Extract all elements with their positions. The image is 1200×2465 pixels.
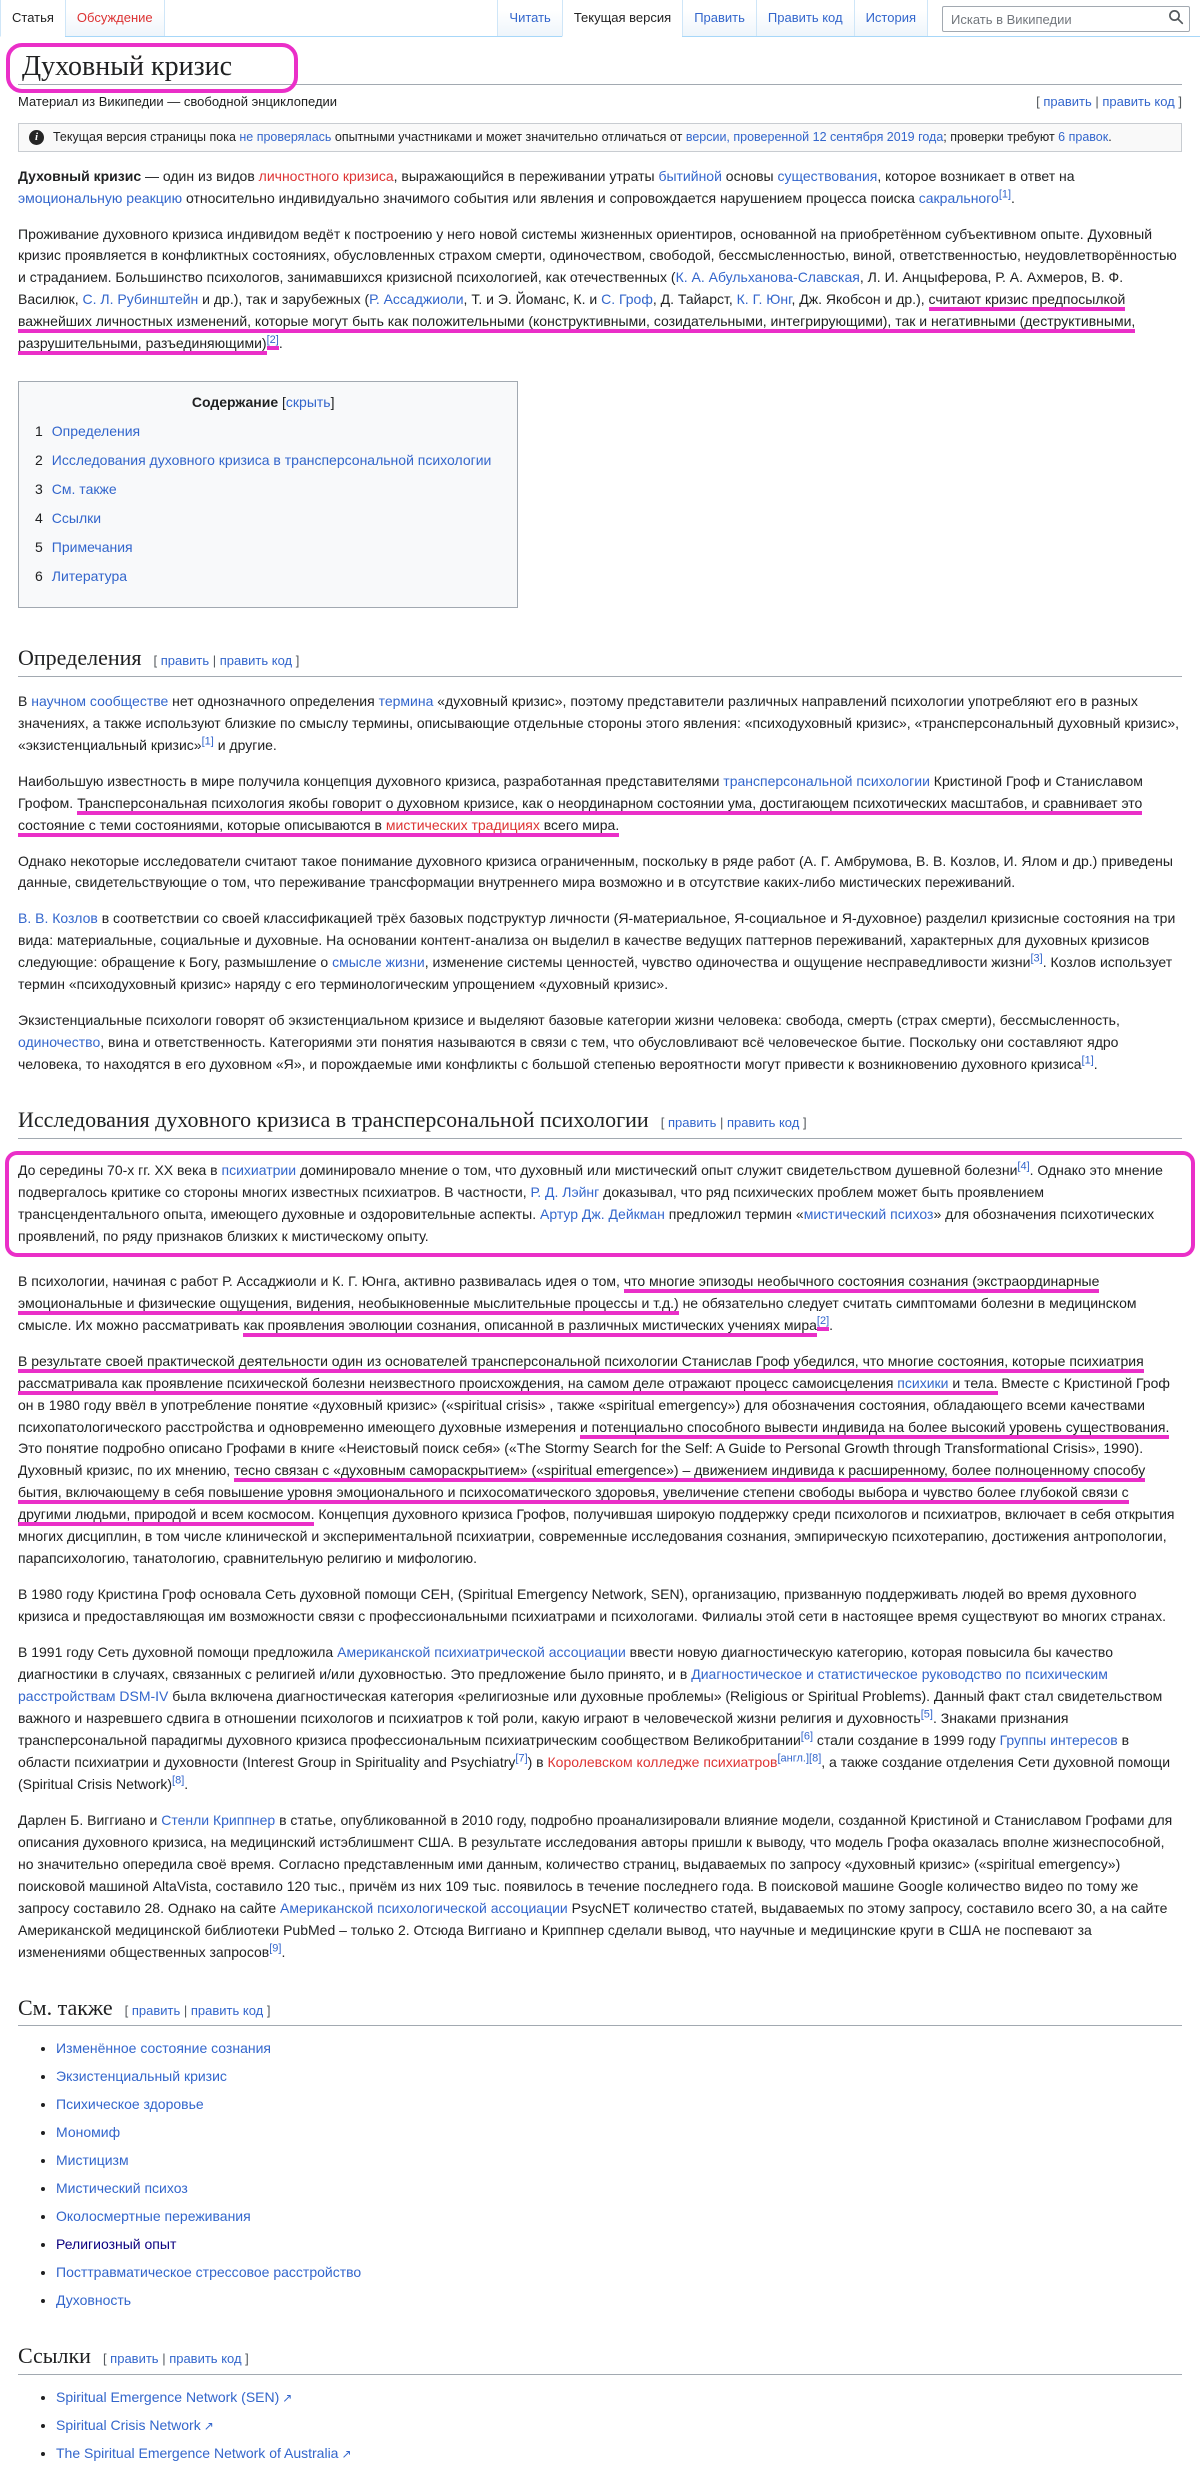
title-row xyxy=(18,37,1182,85)
top-edit-links xyxy=(1036,92,1182,112)
section-edit-links xyxy=(103,2351,249,2366)
text-span: ; проверки требуют xyxy=(943,129,1059,144)
pipe: | xyxy=(209,653,220,669)
wiki-link[interactable]: Р. Ассаджиоли xyxy=(369,291,464,308)
wiki-link[interactable]: научном сообществе xyxy=(31,692,169,709)
text-span: опытными участниками и может значительно отличаться от xyxy=(331,129,686,144)
research-paragraph-4 xyxy=(18,1584,1182,1628)
wiki-link[interactable]: не проверялась xyxy=(239,129,332,144)
wiki-link[interactable]: Духовность xyxy=(56,2292,132,2309)
text-span: Духовный кризис xyxy=(18,167,142,184)
pipe: | xyxy=(716,1115,727,1131)
text-span: . Знаками признания трансперсональной парадигмы духовного кризиса профессиональным психиатрическим сообществом Великобритании xyxy=(18,1710,1069,1749)
text-span: ) в xyxy=(527,1754,548,1771)
toc-hide-link[interactable]: скрыть xyxy=(285,394,331,411)
text-span: Экзистенциальные психологи говорят об экзистенциальном кризисе и выделяют базовые категории жизни человека: свобода, смерть (страх смерти), бессмысленность, xyxy=(18,1012,1120,1029)
reference-link[interactable]: [2] xyxy=(267,334,279,350)
toc-title xyxy=(35,392,491,414)
tagline-row xyxy=(18,92,1182,112)
text-span: Это понятие подробно описано Грофами в книге «Неистовый поиск себя» («The Stormy Search for the Self: A Guide to Personal Growth through Transformational Crisis», 1990). Духовный кризис, по их мнению, xyxy=(18,1440,1144,1479)
edit-link[interactable]: править xyxy=(131,2002,181,2018)
wiki-link[interactable]: Мистический психоз xyxy=(56,2180,188,2197)
edit-link[interactable]: править xyxy=(110,2351,159,2367)
annotation-box-title xyxy=(6,43,298,93)
tab-history[interactable]: История xyxy=(854,0,928,36)
edit-link[interactable]: править xyxy=(1043,94,1092,110)
toc-item[interactable] xyxy=(35,479,491,501)
tab-article[interactable]: Статья xyxy=(0,0,65,37)
list-item xyxy=(56,2415,1182,2437)
toc-heading: Содержание xyxy=(191,394,279,411)
list-item xyxy=(56,2290,1182,2312)
wiki-link[interactable]: Экзистенциальный кризис xyxy=(56,2068,227,2085)
wiki-link[interactable]: В. В. Козлов xyxy=(18,910,98,927)
text-span: , которое возникает в ответ на xyxy=(877,167,1075,184)
wiki-link[interactable]: Американской психологической ассоциации xyxy=(280,1899,568,1916)
text-span: , выражающийся в переживании утраты xyxy=(393,167,659,184)
flagged-revision-notice xyxy=(18,123,1182,152)
red-link[interactable]: мистических традициях xyxy=(386,817,540,837)
text-span: , Д. Тайарст, xyxy=(652,291,737,308)
wiki-link[interactable]: психики xyxy=(897,1375,948,1395)
text-span: как проявления эволюции сознания, описанной в различных мистических учениях мира xyxy=(243,1317,816,1337)
text-span: нет однозначного определения xyxy=(168,692,379,709)
text-span: . xyxy=(278,335,283,352)
wiki-link[interactable]: К. А. Абульханова-Славская xyxy=(675,269,860,286)
toc-item-number: 4 xyxy=(35,510,43,527)
list-item xyxy=(56,2178,1182,2200)
toc-list xyxy=(35,421,491,588)
text-span: В психологии, начиная с работ Р. Ассаджиоли и К. Г. Юнга, активно развивалась идея о том, xyxy=(18,1272,624,1289)
red-link[interactable]: личностного кризиса xyxy=(258,167,394,184)
section-research xyxy=(18,1106,1182,1139)
text-span: . xyxy=(1093,1056,1098,1073)
bracket: ] xyxy=(241,2351,249,2367)
wiki-link[interactable]: Изменённое состояние сознания xyxy=(56,2040,271,2057)
research-paragraph-2 xyxy=(18,1271,1182,1337)
info-icon: i xyxy=(29,130,44,145)
edit-source-link[interactable]: править код xyxy=(1102,94,1175,110)
text-span: , Л. И. Анцыферова, Р. А. Ахмеров, В. Ф. Василюк, xyxy=(18,269,1124,308)
section-heading-text: Определения xyxy=(18,645,142,671)
wiki-link[interactable]: эмоциональную реакцию xyxy=(18,189,183,206)
bracket: ] xyxy=(799,1115,807,1131)
reference-link[interactable]: [8] xyxy=(172,1774,185,1787)
edit-link[interactable]: править xyxy=(667,1115,717,1131)
bracket: [ xyxy=(660,1115,668,1131)
text-span: В 1991 году Сеть духовной помощи предложила xyxy=(18,1644,338,1661)
search-box xyxy=(942,6,1190,32)
reference-link[interactable]: [1] xyxy=(201,734,214,747)
text-span: в статье, опубликованной в 2010 году, подробно проанализировали влияние модели, созданной Кристиной и Станиславом Грофами для описания духовного кризиса, на медицинский истэблишмент США. В результате исследования авторы пришли к выводу, что модель Грофа оказалась вполне жизнеспособной, но значительно опередила своё время. Согласно представленным ими данным, количество страниц, выдаваемых по запросу «духовный кризис» («spiritual emergency») поисковой машиной AltaVista, составило 120 тыс., причём из них 109 тыс. появилось в течение последнего года. В поисковой машине Google количество видео по тому же запросу составило 28. Однако на сайте xyxy=(18,1812,1173,1916)
text-span: . xyxy=(1011,189,1015,206)
reference-link[interactable]: [3] xyxy=(1030,952,1043,965)
wiki-link[interactable]: версии, проверенной 12 сентября 2019 года xyxy=(685,129,944,144)
wiki-link[interactable]: бытийной xyxy=(658,167,722,184)
wiki-link[interactable]: трансперсональной психологии xyxy=(723,772,930,789)
text-span: и потенциально способного вывести индивида на более высокий уровень существования. xyxy=(580,1419,1169,1439)
toc-item-number: 6 xyxy=(35,568,43,585)
section-edit-links xyxy=(125,2003,271,2018)
text-span: доказывал, что ряд психических проблем может быть проявлением трансцендентального опыта, имеющего духовные и оздоровительные аспекты. xyxy=(18,1183,1044,1222)
reference-link[interactable]: [9] xyxy=(269,1942,282,1955)
bracket: [ xyxy=(102,2351,111,2367)
wiki-link[interactable]: Диагностическое и статистическое руководство по психическим расстройствам DSM-IV xyxy=(18,1666,1108,1705)
wiki-link[interactable]: сакрального xyxy=(918,189,999,206)
text-span: была включена диагностическая категория «религиозные или духовные проблемы» (Religious or Spiritual Problems). Данный факт стал свидетельством важного и назревшего сдвига в отношении психологов и психиатров к той роли, какую играют в человеческой жизни религия и духовность xyxy=(18,1688,1163,1727)
text-span: , Дж. Якобсон и др.), xyxy=(791,291,929,308)
text-span: и тела. xyxy=(948,1375,997,1395)
text-span: и др.), так и зарубежных ( xyxy=(198,291,370,308)
text-span: предложил термин « xyxy=(664,1205,804,1222)
toc-item-number: 2 xyxy=(35,452,43,469)
text-span: стали создание в 1999 году xyxy=(813,1732,1000,1749)
reference-link[interactable]: [2] xyxy=(817,1315,829,1331)
article-body xyxy=(18,166,1182,2465)
tab-talk[interactable]: Обсуждение xyxy=(65,0,165,36)
external-links-list xyxy=(40,2387,1182,2465)
text-span: . xyxy=(281,1943,286,1960)
text-span: Вместе с Кристиной Гроф он в 1980 году ввёл в употребление понятие «духовный кризис» («spiritual crisis» , также «spiritual emergency») для обозначения состояния, обладающего всеми качествами психопатологического расстройства и одновременно имеющего духовные измерения xyxy=(18,1374,1170,1435)
wiki-link[interactable]: Группы интересов xyxy=(999,1732,1118,1749)
site-tagline: Материал из Википедии — свободной энциклопедии xyxy=(18,94,338,110)
reference-link[interactable]: [6] xyxy=(800,1730,813,1743)
wiki-link[interactable]: смысле жизни xyxy=(332,954,425,971)
pipe: | xyxy=(180,2002,191,2018)
text-span: , изменение системы ценностей, чувство одиночества и ощущение несправедливости жизни xyxy=(424,954,1031,971)
definitions-paragraph-3 xyxy=(18,851,1182,895)
list-item xyxy=(56,2206,1182,2228)
section-see-also xyxy=(18,1994,1182,2027)
text-span: Дарлен Б. Виггиано и xyxy=(18,1812,162,1828)
text-span: относительно индивидуально значимого события или явления и сопровождается нарушением процесса поиска xyxy=(182,189,919,206)
toc-item[interactable] xyxy=(35,566,491,588)
definitions-paragraph-5 xyxy=(18,1010,1182,1076)
text-span: — один из видов xyxy=(141,167,259,184)
toc-item[interactable] xyxy=(35,508,491,530)
text-span: и другие. xyxy=(213,736,277,753)
tabs-right xyxy=(497,0,928,36)
text-span: тесно связан с «духовным самораскрытием» («spiritual emergence») – движением индивида к расширенному, более полноценному способу бытия, включающему в себя повышение уровня эмоционального и психосоматического здоровья, увеличение степени свободы выбора и чувство более глубокой связи с другими людьми, природой и всем космосом. xyxy=(18,1462,1145,1526)
tabs-left xyxy=(0,0,165,36)
text-span: В результате своей практической деятельности один из основателей трансперсональной психологии Станислав Гроф убедился, что многие состояния, которые психиатрия рассматривала как проявление психической болезни неизвестного происхождения, на самом деле отражают процесс самоисцеления xyxy=(18,1353,1144,1395)
notice-text xyxy=(53,128,1112,147)
page-title: Духовный кризис xyxy=(22,51,233,83)
toc-item-number: 5 xyxy=(35,539,43,556)
wiki-link[interactable]: Посттравматическое стрессовое расстройство xyxy=(56,2264,362,2281)
external-link[interactable]: Spiritual Crisis Network xyxy=(56,2416,201,2433)
text-span: Концепция духовного кризиса Грофов, получившая широкую поддержку среди психологов и психиатров, включает в себя открытия многих дисциплин, в том числе клинической и экспериментальной психиатрии, современные исследования сознания, эмпирическую психотерапию, достижения антропологии, парапсихологию, танатологию, сравнительную религию и мифологию. xyxy=(18,1506,1175,1567)
edit-source-link[interactable]: править код xyxy=(190,2002,264,2018)
wiki-link[interactable]: Мономиф xyxy=(56,2124,121,2141)
section-definitions xyxy=(18,644,1182,677)
reference-link[interactable]: [7] xyxy=(515,1752,528,1765)
text-span: в соответствии со своей классификацией трёх базовых подструктур личности (Я-материальное, Я-социальное и Я-духовное) разделил кризисные состояния на три вида: материальные, социальные и духовные. На основании контент-анализа он выделил в качестве ведущих паттернов переживаний, характерных для духовных кризисов следующие: обращение к Богу, размышление о xyxy=(18,910,1176,971)
content-area xyxy=(0,37,1200,2464)
intro-paragraph-1 xyxy=(18,166,1182,210)
text-span: . xyxy=(829,1316,834,1333)
table-of-contents xyxy=(18,381,518,608)
research-paragraph-5 xyxy=(18,1642,1182,1796)
text-span: . Козлов использует термин «психодуховный кризис» наряду с его терминологическим упрощением «духовный кризис». xyxy=(18,954,1173,993)
list-item xyxy=(56,2122,1182,2144)
section-edit-links xyxy=(154,653,300,668)
intro-paragraph-2 xyxy=(18,224,1182,356)
section-heading-text: См. также xyxy=(18,1994,113,2020)
text-span: В xyxy=(18,692,32,709)
text-span: , вина и ответственность. Категориями эти понятия называются в связи с тем, что обусловливают всё человеческое бытие. Поскольку они составляют ядро человека, то находятся в его духовном «Я», и порождаемые ими конфликты с большой степенью вероятности могут привести к возникновению духовного кризиса xyxy=(18,1034,1119,1073)
list-item xyxy=(56,2234,1182,2256)
toc-item[interactable] xyxy=(35,421,491,443)
text-span: ввести новую диагностическую категорию, которая повысила бы качество диагностики в случаях, связанных с религией и/или духовностью. Это предложение было принято, и в xyxy=(18,1644,1113,1683)
bracket: ] xyxy=(1178,94,1182,110)
wiki-link[interactable]: Р. Д. Лэйнг xyxy=(530,1183,600,1200)
text-span: считают кризис предпосылкой важнейших личностных изменений, которые могут быть как положительными (конструктивными, созидательными, интегрирующими), так и негативными (деструктивными, разрушительными, разъединяющими) xyxy=(18,291,1135,355)
wiki-link[interactable]: Психическое здоровье xyxy=(56,2096,204,2113)
toc-item-link[interactable]: Литература xyxy=(51,568,128,585)
reference-link[interactable]: [4] xyxy=(1017,1160,1030,1173)
toc-item[interactable] xyxy=(35,450,491,472)
text-span: «духовный кризис», поэтому представители различных направлений психологии употребляют его в разных значениях, а также используют близкие по смыслу термины, описывающие отдельные стороны этого явления: «психодуховный кризис», «трансперсональный духовный кризис», «экзистенциальный кризис» xyxy=(18,692,1180,753)
tab-read[interactable]: Читать xyxy=(497,0,561,36)
toc-item[interactable] xyxy=(35,537,491,559)
external-link[interactable]: The Spiritual Emergence Network of Australia xyxy=(56,2444,339,2461)
wiki-link[interactable]: С. Л. Рубинштейн xyxy=(82,291,199,308)
text-span: » для обозначения психотических проявлений, по ряду признаков близких к мистическому опыту. xyxy=(18,1205,1155,1244)
external-link-icon: ↗ xyxy=(341,2446,352,2461)
bracket: [ xyxy=(153,653,161,669)
list-item xyxy=(56,2443,1182,2465)
text-span: Трансперсональная психология якобы говорит о духовном кризисе, как о неординарном состоянии ума, достигающем психотических масштабов, и сравнивает это состояние с теми состояниями, которые описываются в xyxy=(18,795,1142,837)
section-heading-text: Ссылки xyxy=(18,2343,91,2369)
tab-edit[interactable]: Править xyxy=(682,0,756,36)
wiki-link[interactable]: К. Г. Юнг xyxy=(736,291,792,308)
text-span: Текущая версия страницы пока xyxy=(53,129,240,144)
text-span: До середины 70-х гг. XX века в xyxy=(18,1161,222,1178)
reference-link[interactable]: [англ.] xyxy=(777,1752,810,1765)
toc-item-link[interactable]: Определения xyxy=(51,423,141,440)
text-span: В 1980 году Кристина Гроф основала Сеть духовной помощи СЕН, (Spiritual Emergency Network, SEN), организацию, призванную поддерживать людей во время духовного кризиса и предоставляющая им возможности связи с профессиональными психиатрами и психологами. Филиалы этой сети в настоящее время существуют во многих странах. xyxy=(18,1586,1166,1625)
toc-item-link[interactable]: Примечания xyxy=(51,539,133,556)
text-span: , Т. и Э. Йоманс, К. и xyxy=(463,291,602,308)
toc-item-link[interactable]: Ссылки xyxy=(51,510,102,527)
text-span: , а также создание отделения Сети духовной помощи (Spiritual Crisis Network) xyxy=(18,1754,1171,1793)
wiki-link[interactable]: 6 правок xyxy=(1058,129,1109,144)
research-paragraph-6 xyxy=(18,1810,1182,1964)
pipe: | xyxy=(1095,94,1099,110)
text-span: . xyxy=(1108,129,1112,144)
bracket: ] xyxy=(292,653,300,669)
list-item xyxy=(56,2387,1182,2409)
text-span: Проживание духовного кризиса индивидом ведёт к построению у него новой системы жизненных ориентиров, основанной на приобретённом субъективном опыте. Духовный кризис проявляется в конфликтных состояниях, обусловленных страхом смерти, одиночеством, свободой, бессмысленностью, виной, ответственностью, неудовлетворённостью и страданием. Большинство психологов, занимавшихся кризисной психологией, как отечественных ( xyxy=(18,225,1177,286)
list-item xyxy=(56,2066,1182,2088)
list-item xyxy=(56,2262,1182,2284)
wiki-link[interactable]: психиатрии xyxy=(221,1161,297,1178)
text-span: Однако некоторые исследователи считают такое понимание духовного кризиса ограниченным, поскольку в ряде работ (А. Г. Амбрумова, В. В. Козлов, И. Ялом и др.) приведены данные, свидетельствующие о том, что переживание трансформации внутреннего мира возможно и в отсутствие каких-либо мистических переживаний. xyxy=(18,852,1173,891)
text-span: основы xyxy=(721,167,778,184)
text-span: что многие эпизоды необычного состояния сознания (экстраординарные эмоциональные и физические ощущения, видения, необыкновенные мыслительные процессы и т.д.) xyxy=(18,1273,1099,1315)
toc-item-number: 1 xyxy=(35,423,43,440)
wiki-link[interactable]: Мистицизм xyxy=(56,2152,129,2169)
wiki-link[interactable]: мистический психоз xyxy=(803,1205,934,1222)
edit-source-link[interactable]: править код xyxy=(169,2351,242,2367)
list-item xyxy=(56,2094,1182,2116)
reference-link[interactable]: [1] xyxy=(998,187,1012,200)
wiki-link[interactable]: Американской психиатрической ассоциации xyxy=(337,1644,626,1661)
pipe: | xyxy=(158,2351,170,2367)
tab-current-version[interactable]: Текущая версия xyxy=(562,0,682,37)
external-link[interactable]: Spiritual Emergence Network (SEN) xyxy=(56,2388,280,2405)
text-span: в области психиатрии и духовности (Interest Group in Spirituality and Psychiatry xyxy=(18,1732,1130,1771)
bracket: [ xyxy=(1036,94,1040,110)
list-item xyxy=(56,2150,1182,2172)
text-span: PsycNET количество статей, выдаваемых по этому запросу, составило всего 30, а на сайте Американской медицинской библиотеки PubMed – только 2. Отсюда Виггиано и Криппнер сделали вывод, что научные и медицинские круги в США не поспевают за изменениями общественных запросов xyxy=(18,1899,1168,1960)
edit-source-link[interactable]: править код xyxy=(726,1115,800,1131)
reference-link[interactable]: [5] xyxy=(920,1708,933,1721)
toc-item-number: 3 xyxy=(35,481,43,498)
reference-link[interactable]: [8] xyxy=(809,1752,822,1765)
wiki-link[interactable]: термина xyxy=(378,692,434,709)
research-paragraph-3 xyxy=(18,1351,1182,1571)
wiki-link[interactable]: Околосмертные переживания xyxy=(56,2208,251,2225)
edit-source-link[interactable]: править код xyxy=(219,653,293,669)
section-edit-links xyxy=(661,1115,807,1130)
search-icon[interactable] xyxy=(1168,9,1184,25)
definitions-paragraph-1 xyxy=(18,691,1182,757)
text-span: не обязательно следует считать симптомами болезни в медицинском смысле. Их можно рассматривать xyxy=(18,1294,1137,1333)
toc-item-link[interactable]: См. также xyxy=(51,481,117,498)
page-toolbar xyxy=(0,0,1200,37)
see-also-list xyxy=(40,2038,1182,2312)
external-link-icon: ↗ xyxy=(203,2418,214,2433)
list-item xyxy=(56,2038,1182,2060)
wiki-link[interactable]: существования xyxy=(777,167,878,184)
visited-wiki-link[interactable]: Религиозный опыт xyxy=(56,2236,177,2253)
bracket: ] xyxy=(263,2002,271,2018)
wiki-link[interactable]: С. Гроф xyxy=(601,291,653,308)
section-heading-text: Исследования духовного кризиса в трансперсональной психологии xyxy=(18,1107,649,1133)
reference-link[interactable]: [1] xyxy=(1081,1054,1094,1067)
text-span: всего мира. xyxy=(540,817,619,837)
wiki-link[interactable]: одиночество xyxy=(18,1034,101,1051)
toc-toggle: [скрыть] xyxy=(282,394,335,411)
text-span: . xyxy=(184,1776,189,1793)
search-input[interactable] xyxy=(942,6,1190,32)
tabs-right-cluster xyxy=(497,0,1200,36)
wiki-link[interactable]: Стенли Криппнер xyxy=(161,1812,276,1828)
edit-link[interactable]: править xyxy=(160,653,210,669)
tab-edit-source[interactable]: Править код xyxy=(756,0,854,36)
text-span: Кристиной Гроф и Станиславом Грофом. xyxy=(18,772,1143,811)
definitions-paragraph-2 xyxy=(18,771,1182,837)
bracket: [ xyxy=(124,2002,132,2018)
toc-item-link[interactable]: Исследования духовного кризиса в трансперсональной психологии xyxy=(51,452,492,469)
text-span: Наибольшую известность в мире получила концепция духовного кризиса, разработанная представителями xyxy=(18,772,724,789)
red-link[interactable]: Королевском колледже психиатров xyxy=(547,1754,778,1771)
definitions-paragraph-4 xyxy=(18,908,1182,996)
text-span: . Однако это мнение подвергалось критике со стороны многих известных психиатров. В частности, xyxy=(18,1161,1163,1200)
section-links xyxy=(18,2342,1182,2375)
research-paragraph-1-annotation-box xyxy=(5,1151,1195,1257)
wiki-link[interactable]: Артур Дж. Дейкман xyxy=(540,1205,665,1222)
external-link-icon: ↗ xyxy=(282,2390,293,2405)
text-span: доминировало мнение о том, что духовный или мистический опыт служит свидетельством душевной болезни xyxy=(296,1161,1018,1178)
